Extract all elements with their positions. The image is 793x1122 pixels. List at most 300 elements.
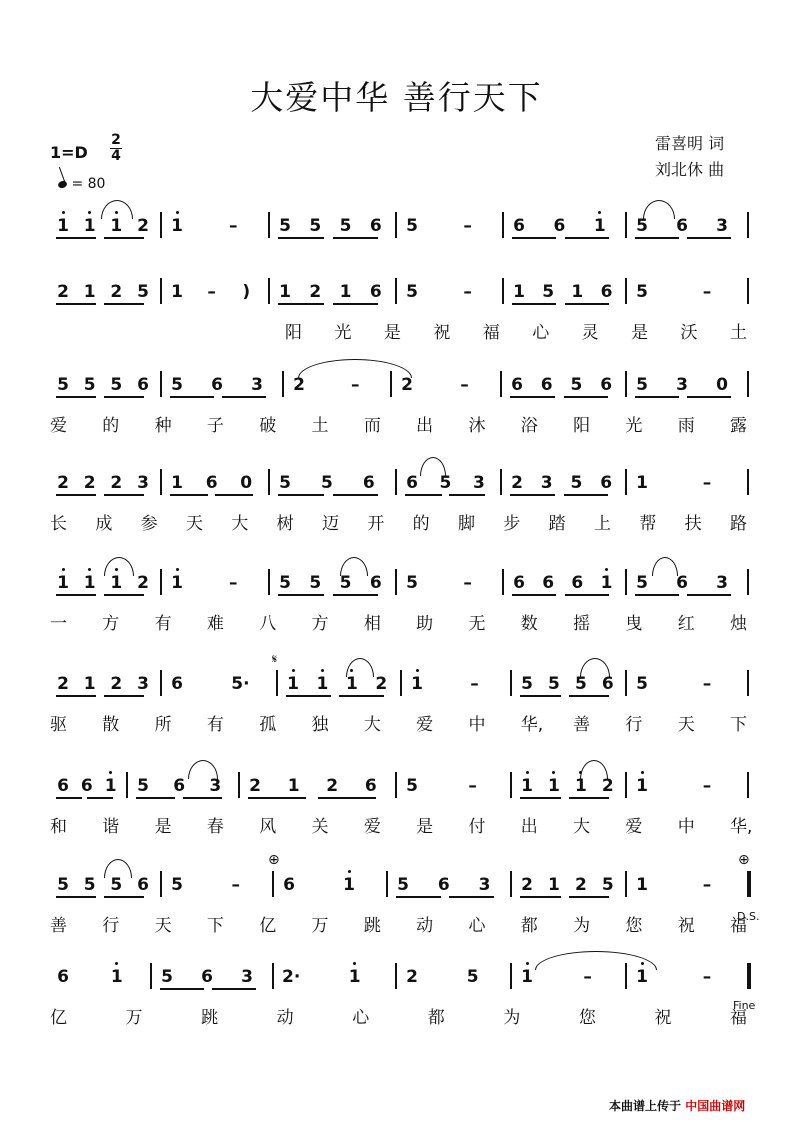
jianpu-note: 2 xyxy=(521,875,533,895)
jianpu-note: 6 xyxy=(600,282,613,302)
jianpu-note: 5 xyxy=(279,473,291,493)
dash-note: – xyxy=(351,375,360,395)
eighth-beam xyxy=(183,797,222,799)
eighth-beam xyxy=(564,494,609,496)
notes-row xyxy=(50,967,750,993)
jianpu-note: 1 xyxy=(171,573,183,593)
barline xyxy=(747,569,749,595)
dash-note: – xyxy=(702,776,712,796)
eighth-beam xyxy=(56,594,96,596)
jianpu-note: 6 xyxy=(362,473,375,493)
lyric-char: 为 xyxy=(503,1008,521,1028)
high-octave-dot xyxy=(416,669,419,672)
lyric-char: 数 xyxy=(520,614,538,634)
dash-note: – xyxy=(470,674,479,694)
eighth-beam xyxy=(56,303,96,305)
dash-note: – xyxy=(229,216,238,236)
lyric-char: 土 xyxy=(730,323,747,343)
jianpu-note: 5 xyxy=(137,776,149,796)
eighth-beam xyxy=(687,237,731,239)
tempo-value: = 80 xyxy=(71,176,106,192)
eighth-beam xyxy=(56,695,96,697)
jianpu-note: 1 xyxy=(171,282,183,302)
jianpu-note: 1 xyxy=(548,776,560,796)
barline xyxy=(268,569,270,595)
lyric-char: 行 xyxy=(625,715,643,735)
footer-brand[interactable]: 中国曲谱网 xyxy=(685,1099,746,1113)
jianpu-note: 1 xyxy=(287,776,300,796)
notes-row xyxy=(50,875,750,901)
jianpu-note: 3 xyxy=(676,375,688,395)
barline xyxy=(502,569,504,595)
barline xyxy=(160,371,162,397)
eighth-beam xyxy=(318,797,376,799)
barline xyxy=(150,963,152,989)
high-octave-dot xyxy=(115,962,118,965)
jianpu-note: 1 xyxy=(110,573,123,593)
jianpu-note: 5 xyxy=(321,473,333,493)
jianpu-note: 1 xyxy=(411,674,423,694)
eighth-beam xyxy=(248,797,306,799)
page-title: 大爱中华 善行天下 xyxy=(250,78,543,117)
slur-mark xyxy=(104,859,132,878)
jianpu-note: 5 xyxy=(406,776,418,796)
lyric-char: 驱 xyxy=(50,715,67,735)
barline xyxy=(510,772,512,798)
jianpu-note: 6 xyxy=(369,573,382,593)
jianpu-note: 6 xyxy=(80,776,93,796)
eighth-beam xyxy=(170,494,208,496)
jianpu-note: 6 xyxy=(600,375,613,395)
jianpu-note: 6 xyxy=(676,216,688,236)
barline xyxy=(747,670,749,696)
dash-note: – xyxy=(463,216,472,236)
jianpu-note: 5 xyxy=(110,875,123,895)
slur-mark xyxy=(346,658,374,677)
barline xyxy=(268,212,270,238)
lyric-char: 无 xyxy=(468,614,486,634)
jianpu-note: 1 xyxy=(83,282,96,302)
jianpu-note: 2 xyxy=(137,573,149,593)
barline xyxy=(502,278,504,304)
lyric-char: 独 xyxy=(311,715,329,735)
jianpu-note: 5 xyxy=(161,967,173,987)
jianpu-note: 1 xyxy=(287,674,299,694)
jianpu-note: 6 xyxy=(137,375,149,395)
score-line-5 xyxy=(0,573,793,633)
lyric-char: 有 xyxy=(206,715,224,735)
barline xyxy=(395,772,397,798)
jianpu-note: 1 xyxy=(574,776,587,796)
barline xyxy=(272,871,274,897)
jianpu-note: 6 xyxy=(437,875,450,895)
eighth-beam xyxy=(565,237,609,239)
jianpu-note: 5 xyxy=(137,282,149,302)
high-octave-dot xyxy=(552,771,555,774)
jianpu-note: 1 xyxy=(636,776,648,796)
score-line-9 xyxy=(0,967,793,1027)
jianpu-note: 1 xyxy=(104,776,117,796)
barline xyxy=(510,670,512,696)
high-octave-dot xyxy=(526,962,529,965)
jianpu-note: 2· xyxy=(282,967,301,987)
jianpu-note: 1 xyxy=(57,573,69,593)
lyric-char: 动 xyxy=(416,916,434,936)
eighth-beam xyxy=(104,896,144,898)
jianpu-note: 1 xyxy=(548,875,560,895)
lyric-char: 祝 xyxy=(433,323,451,343)
jianpu-note: 6 xyxy=(553,216,566,236)
lyric-char: 跳 xyxy=(201,1008,219,1028)
tempo-marking xyxy=(58,176,105,192)
lyric-char: 成 xyxy=(95,514,113,534)
lyric-char: 光 xyxy=(625,416,643,436)
eighth-beam xyxy=(569,797,610,799)
high-octave-dot xyxy=(88,568,91,571)
ds-mark: D.S. xyxy=(737,910,760,923)
lyric-char: 善 xyxy=(573,715,591,735)
jianpu-note: 3 xyxy=(716,573,728,593)
jianpu-note: 1 xyxy=(636,967,648,987)
barline xyxy=(625,371,627,397)
high-octave-dot xyxy=(62,568,65,571)
jianpu-note: 6 xyxy=(57,776,69,796)
eighth-beam xyxy=(635,237,679,239)
lyric-char: 上 xyxy=(594,514,611,534)
barline xyxy=(395,278,397,304)
jianpu-note: 3 xyxy=(241,967,253,987)
jianpu-note: 6 xyxy=(369,216,382,236)
jianpu-note: 5 xyxy=(636,674,648,694)
jianpu-note: 1 xyxy=(171,473,183,493)
barline xyxy=(747,772,749,798)
barline xyxy=(400,670,402,696)
dash-note: – xyxy=(468,776,477,796)
notes-row xyxy=(50,282,750,308)
lyrics-row xyxy=(50,710,770,734)
eighth-beam xyxy=(222,396,266,398)
jianpu-note: 5 xyxy=(439,473,452,493)
jianpu-note: 3 xyxy=(540,473,553,493)
lyric-char: 脚 xyxy=(458,514,475,534)
high-octave-dot xyxy=(321,669,324,672)
time-sig-bottom: 4 xyxy=(111,148,121,164)
jianpu-note: 5 xyxy=(57,875,69,895)
lyric-char: 出 xyxy=(520,817,538,837)
eighth-beam xyxy=(564,396,609,398)
notes-row xyxy=(50,473,750,499)
barline xyxy=(282,371,284,397)
lyric-char: 都 xyxy=(427,1008,445,1028)
jianpu-note: 5 xyxy=(636,282,648,302)
jianpu-note: 6 xyxy=(201,967,213,987)
eighth-beam xyxy=(278,303,324,305)
jianpu-note: 5 xyxy=(570,375,583,395)
dash-note: – xyxy=(231,875,240,895)
high-octave-dot xyxy=(109,771,112,774)
composer-credit: 刘北休 曲 xyxy=(655,160,725,179)
lyric-char: 谐 xyxy=(102,817,120,837)
lyric-char: 万 xyxy=(311,916,329,936)
jianpu-note: 1 xyxy=(343,875,355,895)
lyric-char: 阳 xyxy=(573,416,591,436)
high-octave-dot xyxy=(348,870,351,873)
jianpu-note: 5 xyxy=(83,375,96,395)
lyric-char: 方 xyxy=(102,614,120,634)
jianpu-note: 1 xyxy=(593,216,606,236)
barline xyxy=(625,569,627,595)
eighth-beam xyxy=(56,494,96,496)
lyric-char: 动 xyxy=(276,1008,294,1028)
eighth-beam xyxy=(449,896,494,898)
barline xyxy=(160,871,162,897)
high-octave-dot xyxy=(526,771,529,774)
lyric-char: 福 xyxy=(482,323,500,343)
lyric-char: 天 xyxy=(677,715,695,735)
eighth-beam xyxy=(520,797,561,799)
lyric-char: 中 xyxy=(468,715,486,735)
jianpu-note: 3 xyxy=(137,674,149,694)
lyric-char: 福 xyxy=(730,916,747,936)
lyric-char: 行 xyxy=(102,916,120,936)
lyric-char: 而 xyxy=(363,416,381,436)
jianpu-note: 3 xyxy=(209,776,222,796)
jianpu-note: 2 xyxy=(137,216,149,236)
footer xyxy=(609,1097,745,1114)
jianpu-note: 5 xyxy=(406,282,418,302)
lyric-char: 爱 xyxy=(363,817,381,837)
lyric-char: 光 xyxy=(334,323,352,343)
jianpu-note: 0 xyxy=(240,473,253,493)
jianpu-note: 2 xyxy=(110,674,123,694)
lyrics-row xyxy=(50,1003,770,1027)
lyric-char: 下 xyxy=(730,715,747,735)
jianpu-note: 6 xyxy=(601,674,614,694)
eighth-beam xyxy=(333,494,379,496)
slur-mark xyxy=(298,359,412,378)
eighth-beam xyxy=(333,303,379,305)
lyric-char: 烛 xyxy=(730,614,747,634)
barline xyxy=(747,371,749,397)
dash-note: – xyxy=(702,473,712,493)
jianpu-note: 5 xyxy=(171,875,183,895)
lyricist-credit: 雷喜明 词 xyxy=(655,134,725,153)
eighth-beam xyxy=(512,303,556,305)
jianpu-note: 1 xyxy=(636,875,648,895)
jianpu-note: 1 xyxy=(83,573,96,593)
lyric-char: 孤 xyxy=(259,715,277,735)
jianpu-note: 6 xyxy=(171,674,183,694)
dash-note: – xyxy=(463,573,472,593)
lyric-char: 八 xyxy=(259,614,277,634)
jianpu-note: 2 xyxy=(110,282,123,302)
dash-note: – xyxy=(702,674,712,694)
score-line-1 xyxy=(0,216,793,276)
eighth-beam xyxy=(569,695,610,697)
score-line-3 xyxy=(0,375,793,435)
high-octave-dot xyxy=(176,568,179,571)
eighth-beam xyxy=(687,594,731,596)
barline xyxy=(395,963,397,989)
jianpu-note: 3 xyxy=(137,473,149,493)
jianpu-note: 1 xyxy=(600,573,613,593)
lyrics-row xyxy=(50,318,770,342)
lyric-char: 都 xyxy=(520,916,538,936)
lyrics-row xyxy=(50,812,770,836)
time-signature xyxy=(110,134,122,163)
jianpu-note: 6 xyxy=(511,375,523,395)
jianpu-note: 2 xyxy=(375,674,388,694)
jianpu-note: 5 xyxy=(636,573,648,593)
barline xyxy=(625,871,627,897)
barline xyxy=(272,963,274,989)
notes-row xyxy=(50,375,750,401)
jianpu-note: 1 xyxy=(571,282,584,302)
barline xyxy=(500,469,502,495)
eighth-beam xyxy=(215,494,253,496)
jianpu-note: 5 xyxy=(110,375,123,395)
lyric-char: 步 xyxy=(503,514,521,534)
eighth-beam xyxy=(212,988,256,990)
jianpu-note: 5 xyxy=(466,967,479,987)
lyric-char: 树 xyxy=(276,514,294,534)
lyric-char: 参 xyxy=(140,514,158,534)
final-barline xyxy=(747,963,751,989)
eighth-beam xyxy=(170,396,214,398)
eighth-beam xyxy=(56,396,96,398)
jianpu-note: 5 xyxy=(397,875,409,895)
lyric-char: 为 xyxy=(573,916,591,936)
score-line-7 xyxy=(0,776,793,836)
key-signature: 1=D xyxy=(50,143,88,162)
jianpu-note: 5 xyxy=(570,473,583,493)
coda-sign-end: ⊕ xyxy=(738,852,750,868)
eighth-beam xyxy=(56,237,96,239)
jianpu-note: 5 xyxy=(83,875,96,895)
lyric-char: 爱 xyxy=(50,416,67,436)
lyric-char: 长 xyxy=(50,514,67,534)
jianpu-note: 5 xyxy=(548,674,560,694)
eighth-beam xyxy=(569,896,610,898)
fine-mark: Fine xyxy=(733,999,756,1012)
slur-mark xyxy=(652,557,678,576)
eighth-beam xyxy=(104,396,144,398)
jianpu-note: 5 xyxy=(636,375,648,395)
eighth-beam xyxy=(278,494,324,496)
lyric-char: 春 xyxy=(206,817,224,837)
jianpu-note: 6 xyxy=(205,473,218,493)
dash-note: – xyxy=(463,282,472,302)
lyric-char: 的 xyxy=(102,416,120,436)
jianpu-note: 5 xyxy=(171,375,183,395)
barline xyxy=(395,469,397,495)
eighth-beam xyxy=(104,594,144,596)
lyric-char: 摇 xyxy=(573,614,591,634)
lyric-char: 浴 xyxy=(520,416,538,436)
lyric-char: 心 xyxy=(468,916,486,936)
barline xyxy=(160,278,162,304)
lyric-char: 万 xyxy=(125,1008,143,1028)
lyric-char: 天 xyxy=(186,514,203,534)
barline xyxy=(268,469,270,495)
eighth-beam xyxy=(396,896,441,898)
notes-row xyxy=(50,776,750,802)
jianpu-note: 5 xyxy=(601,875,614,895)
jianpu-note: 3 xyxy=(251,375,263,395)
time-sig-top: 2 xyxy=(111,132,121,148)
barline xyxy=(160,569,162,595)
lyric-char: 天 xyxy=(154,916,172,936)
jianpu-note: 2 xyxy=(406,967,418,987)
high-octave-dot xyxy=(353,962,356,965)
lyric-char: 的 xyxy=(412,514,430,534)
slur-mark xyxy=(188,760,218,779)
jianpu-note: 1 xyxy=(57,216,69,236)
barline xyxy=(395,212,397,238)
lyric-char: 难 xyxy=(206,614,224,634)
jianpu-note: 6 xyxy=(513,573,525,593)
barline xyxy=(160,212,162,238)
lyric-char: 土 xyxy=(311,416,329,436)
jianpu-note: 2 xyxy=(293,375,305,395)
coda-sign: ⊕ xyxy=(268,852,280,868)
jianpu-note: 1 xyxy=(279,282,291,302)
lyric-char: 阳 xyxy=(285,323,302,343)
jianpu-note: 1 xyxy=(83,216,96,236)
lyric-char: 露 xyxy=(730,416,747,436)
eighth-beam xyxy=(104,494,144,496)
lyric-char: 关 xyxy=(311,817,329,837)
jianpu-note: 6 xyxy=(542,573,555,593)
jianpu-note: 1 xyxy=(521,776,533,796)
lyric-char: 风 xyxy=(259,817,277,837)
jianpu-note: 1 xyxy=(110,216,123,236)
lyric-char: 付 xyxy=(468,817,486,837)
lyric-char: 扶 xyxy=(684,514,702,534)
lyric-char: 爱 xyxy=(625,817,643,837)
lyric-char: 沃 xyxy=(680,323,698,343)
slur-mark xyxy=(580,760,608,779)
eighth-beam xyxy=(565,303,609,305)
notes-row xyxy=(50,674,750,700)
jianpu-note: 6 xyxy=(364,776,377,796)
eighth-beam xyxy=(136,797,175,799)
lyric-char: 大 xyxy=(363,715,381,735)
lyric-char: 是 xyxy=(416,817,434,837)
dash-note: – xyxy=(702,967,712,987)
barline xyxy=(276,670,278,696)
eighth-beam xyxy=(160,988,204,990)
eighth-beam xyxy=(510,494,555,496)
slur-mark xyxy=(420,457,446,476)
lyrics-row xyxy=(50,411,770,435)
jianpu-note: 1 xyxy=(348,967,361,987)
jianpu-note: 5 xyxy=(521,674,533,694)
lyric-char: 路 xyxy=(730,514,747,534)
barline xyxy=(126,772,128,798)
high-octave-dot xyxy=(605,568,608,571)
jianpu-note: 2 xyxy=(249,776,261,796)
notes-row xyxy=(50,216,750,242)
jianpu-note: 2 xyxy=(57,674,69,694)
barline xyxy=(268,278,270,304)
eighth-beam xyxy=(512,594,556,596)
jianpu-note: 1 xyxy=(171,216,183,236)
jianpu-note: 5 xyxy=(406,573,418,593)
lyric-char: 大 xyxy=(573,817,591,837)
jianpu-note: 6 xyxy=(369,282,382,302)
dash-note: – xyxy=(702,875,712,895)
